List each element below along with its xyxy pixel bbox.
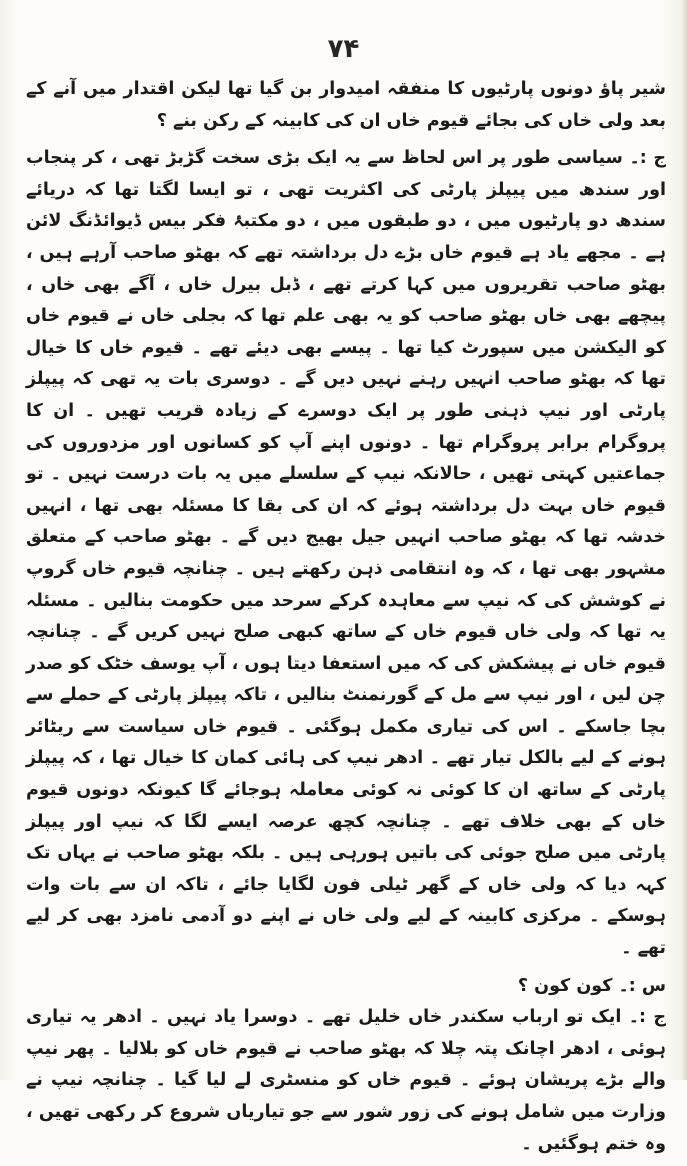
paragraph-answer-long: ج :۔ سیاسی طور پر اس لحاظ سے یہ ایک بڑی سخت گڑبڑ تھی ، کر پنجاب اور سندھ میں پیپلز پارٹی کی اکثریت تھی ، تو ایسا لگتا تھا کہ دریائے سندھ دو پارٹیوں میں ، دو طبقوں میں ، دو مکتبۂ فکر بیس ڈیوائڈنگ لائن ہے ۔ مجھے یاد ہے قیوم خاں بڑے دل برداشتہ تھے کہ بھٹو صاحب آرہے ہیں ، بھٹو صاحب تقریروں میں کہا کرتے تھے ، ڈبل بیرل خاں ، آگے بھی خاں ، پیچھے بھی خاں بھٹو صاحب کو یہ بھی علم تھا کہ بجلی خاں نے قیوم خاں کو الیکشن میں سپورٹ کیا تھا ۔ پیسے بھی دیئے تھے ۔ قیوم خاں کا خیال تھا کہ بھٹو صاحب انہیں رہنے نہیں دیں گے ۔ دوسری بات یہ تھی کہ پیپلز پارٹی اور نیپ ذہنی طور پر ایک دوسرے کے زیادہ قریب تھیں ۔ ان کا پروگرام برابر پروگرام تھا ۔ دونوں اپنے آپ کو کسانوں اور مزدوروں کی جماعتیں کہتی تھیں ، حالانکہ نیپ کے سلسلے میں یہ بات درست نہیں ۔ تو قیوم خاں بہت دل برداشتہ ہوئے کہ ان کی بقا کا مسئلہ بھی تھا ، انہیں خدشہ تھا کہ بھٹو صاحب انہیں جیل بھیج دیں گے ۔ بھٹو صاحب کے متعلق مشہور بھی تھا ، کہ وہ انتقامی ذہن رکھتے ہیں ۔ چنانچہ قیوم خاں گروپ نے کوشش کی کہ نیپ سے معاہدہ کرکے سرحد میں حکومت بنالیں ۔ مسئلہ یہ تھا کہ ولی خاں قیوم خاں کے ساتھ کبھی صلح نہیں کریں گے ۔ چنانچہ قیوم خاں نے پیشکش کی کہ میں استعفا دیتا ہوں ، آپ یوسف خٹک کو صدر چن لیں ، اور نیپ سے مل کے گورنمنٹ بنالیں ، تاکہ پیپلز پارٹی کے حملے سے بچا جاسکے ۔ اس کی تیاری مکمل ہوگئی ۔ قیوم خاں سیاست سے ریٹائر ہونے کے لیے بالکل تیار تھے ۔ ادھر نیپ کی ہائی کمان کا خیال تھا ، کہ پیپلز پارٹی کے ساتھ ان کا کوئی نہ کوئی معاملہ ہوجائے گا کیونکہ دونوں قیوم خاں کے بھی خلاف تھے ۔ چنانچہ کچھ عرصہ ایسے لگا کہ نیپ اور پیپلز پارٹی میں صلح جوئی کی باتیں ہورہی ہیں ۔ بلکہ بھٹو صاحب نے یہاں تک کہہ دیا کہ ولی خاں کے گھر ٹیلی فون لگایا جائے ، تاکہ ان سے بات وات ہوسکے ۔ مرکزی کابینہ کے لیے ولی خاں نے اپنے دو آدمی نامزد بھی کر لیے تھے ۔ — [26, 148, 666, 959]
page-number: ۷۴ — [327, 34, 360, 64]
scan-edge-shadow — [681, 0, 687, 1080]
page-body-text — [26, 74, 666, 1166]
paragraph-question-who: س :۔ کون کون ؟ — [517, 975, 666, 996]
paragraph-question-intro: شیر پاؤ دونوں پارٹیوں کا منفقہ امیدوار بن گیا تھا لیکن اقتدار میں آنے کے بعد ولی خاں کی بجائے قیوم خاں ان کی کابینہ کے رکن بنے ؟ — [26, 79, 666, 131]
paragraph-answer-final: ج :۔ ایک تو ارباب سکندر خاں خلیل تھے ۔ دوسرا یاد نہیں ۔ ادھر یہ تیاری ہوئی ، ادھر اچانک پتہ چلا کہ بھٹو صاحب نے قیوم خاں کو بلالیا ۔ پھر نیپ والے بڑے پریشان ہوئے ۔ قیوم خاں کو منسٹری لے لیا گیا ۔ چنانچہ نیپ نے وزارت میں شامل ہونے کی زور شور سے جو تیاریاں شروع کر رکھی تھیں ، وہ ختم ہوگئیں ۔ — [26, 1007, 666, 1154]
